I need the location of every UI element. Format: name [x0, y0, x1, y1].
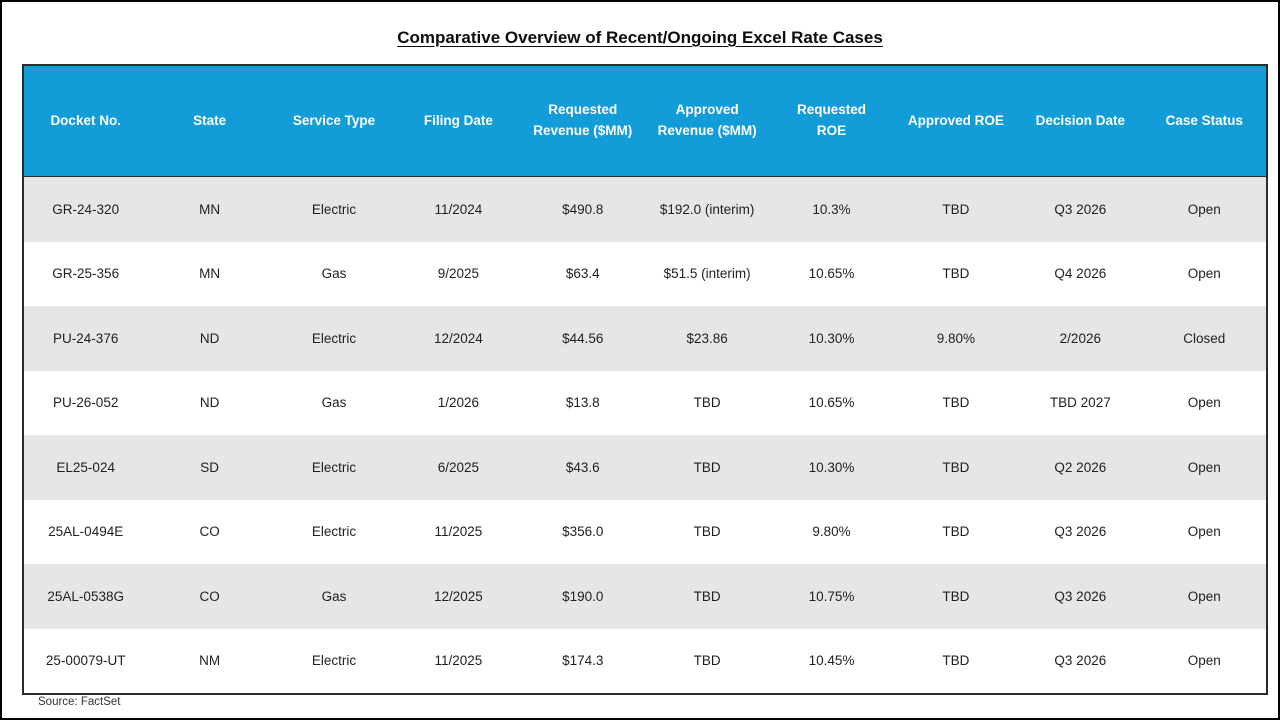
- table-cell: $23.86: [686, 330, 728, 346]
- column-header: Requested Revenue ($MM): [521, 65, 645, 177]
- table-cell: MN: [199, 266, 221, 282]
- table-header: [23, 65, 1267, 177]
- page: [2, 28, 1278, 708]
- table-cell: 25AL-0494E: [48, 524, 124, 540]
- table-cell: 25-00079-UT: [45, 653, 126, 669]
- table-cell: TBD: [942, 588, 970, 604]
- table-cell: $43.6: [565, 459, 600, 475]
- table-cell: TBD: [693, 588, 721, 604]
- table-cell: Q3 2026: [1054, 201, 1107, 217]
- table-cell: 12/2024: [433, 330, 483, 346]
- table-cell: Open: [1187, 266, 1221, 282]
- table-cell: MN: [199, 201, 221, 217]
- table-cell: $13.8: [565, 395, 600, 411]
- table-cell: $356.0: [562, 524, 604, 540]
- table-cell: Electric: [311, 330, 357, 346]
- table-cell: Open: [1187, 459, 1221, 475]
- table-cell: 9.80%: [936, 330, 976, 346]
- table-cell: PU-26-052: [53, 395, 119, 411]
- table-cell: 25AL-0538G: [47, 588, 124, 604]
- table-row: [23, 629, 1267, 695]
- table-cell: Q3 2026: [1054, 653, 1107, 669]
- table-cell: 9.80%: [812, 524, 851, 540]
- table-cell: Electric: [311, 201, 357, 217]
- table-cell: Open: [1187, 201, 1221, 217]
- table-cell: Q3 2026: [1054, 524, 1107, 540]
- table-cell: GR-25-356: [52, 266, 120, 282]
- table-cell: $63.4: [565, 266, 600, 282]
- table-cell: 11/2024: [434, 201, 483, 217]
- table-cell: TBD: [942, 524, 970, 540]
- page-title: Comparative Overview of Recent/Ongoing Excel Rate Cases: [397, 28, 883, 47]
- column-header: Requested ROE: [769, 65, 893, 177]
- table-cell: Gas: [321, 395, 347, 411]
- table-cell: TBD: [693, 395, 721, 411]
- column-header: Approved ROE: [894, 65, 1018, 177]
- column-header: Case Status: [1143, 65, 1267, 177]
- table-cell: ND: [199, 395, 220, 411]
- table-cell: 1/2026: [437, 395, 480, 411]
- table-cell: 10.65%: [808, 395, 855, 411]
- table-body: [23, 177, 1267, 695]
- column-header: Service Type: [272, 65, 396, 177]
- table-cell: SD: [200, 459, 219, 475]
- table-row: [23, 435, 1267, 500]
- table-cell: 11/2025: [434, 524, 483, 540]
- column-header: Filing Date: [396, 65, 520, 177]
- table-cell: Open: [1187, 395, 1221, 411]
- table-cell: Open: [1187, 524, 1221, 540]
- table-cell: Open: [1187, 588, 1221, 604]
- table-cell: PU-24-376: [53, 330, 119, 346]
- table-cell: 9/2025: [437, 266, 480, 282]
- table-cell: CO: [199, 524, 220, 540]
- table-cell: 6/2025: [437, 459, 480, 475]
- table-cell: TBD 2027: [1049, 395, 1111, 411]
- table-cell: 12/2025: [433, 588, 483, 604]
- table-cell: TBD: [942, 459, 970, 475]
- column-header: Approved Revenue ($MM): [645, 65, 769, 177]
- table-cell: TBD: [693, 459, 721, 475]
- table-cell: $51.5 (interim): [663, 266, 751, 282]
- table-cell: $192.0 (interim): [659, 201, 755, 217]
- table-row: [23, 371, 1267, 436]
- table-cell: Electric: [311, 524, 357, 540]
- table-cell: Gas: [321, 588, 347, 604]
- table-cell: CO: [199, 588, 220, 604]
- table-cell: 10.3%: [812, 201, 851, 217]
- table-cell: $190.0: [562, 588, 604, 604]
- table-cell: 10.75%: [808, 588, 855, 604]
- table-cell: 10.45%: [808, 653, 855, 669]
- table-cell: Gas: [321, 266, 347, 282]
- table-cell: $44.56: [562, 330, 604, 346]
- table-cell: TBD: [942, 201, 970, 217]
- table-cell: TBD: [942, 266, 970, 282]
- column-header: Docket No.: [23, 65, 147, 177]
- table-cell: 10.65%: [808, 266, 855, 282]
- table-cell: 10.30%: [808, 459, 855, 475]
- table-cell: Q3 2026: [1054, 588, 1107, 604]
- rate-cases-table: [22, 64, 1268, 695]
- table-cell: TBD: [942, 395, 970, 411]
- table-cell: 10.30%: [808, 330, 855, 346]
- table-cell: Electric: [311, 653, 357, 669]
- column-header: State: [147, 65, 271, 177]
- table-cell: NM: [199, 653, 221, 669]
- table-cell: Closed: [1183, 330, 1226, 346]
- table-cell: 2/2026: [1059, 330, 1101, 346]
- table-cell: TBD: [693, 653, 721, 669]
- source-note: Source: FactSet: [38, 696, 121, 708]
- table-header-row: [23, 65, 1267, 177]
- table-cell: $174.3: [562, 653, 604, 669]
- table-cell: Q2 2026: [1054, 459, 1107, 475]
- table-row: [23, 242, 1267, 307]
- table-row: [23, 500, 1267, 565]
- table-cell: TBD: [942, 653, 970, 669]
- table-cell: Electric: [311, 459, 357, 475]
- table-row: [23, 306, 1267, 371]
- table-cell: $490.8: [562, 201, 604, 217]
- table-cell: EL25-024: [56, 459, 115, 475]
- table-cell: TBD: [693, 524, 721, 540]
- table-row: [23, 564, 1267, 629]
- table-cell: Q4 2026: [1054, 266, 1107, 282]
- column-header: Decision Date: [1018, 65, 1142, 177]
- table-row: [23, 177, 1267, 242]
- table-cell: Open: [1187, 653, 1221, 669]
- table-cell: ND: [199, 330, 220, 346]
- table-cell: 11/2025: [434, 653, 483, 669]
- table-cell: GR-24-320: [52, 201, 120, 217]
